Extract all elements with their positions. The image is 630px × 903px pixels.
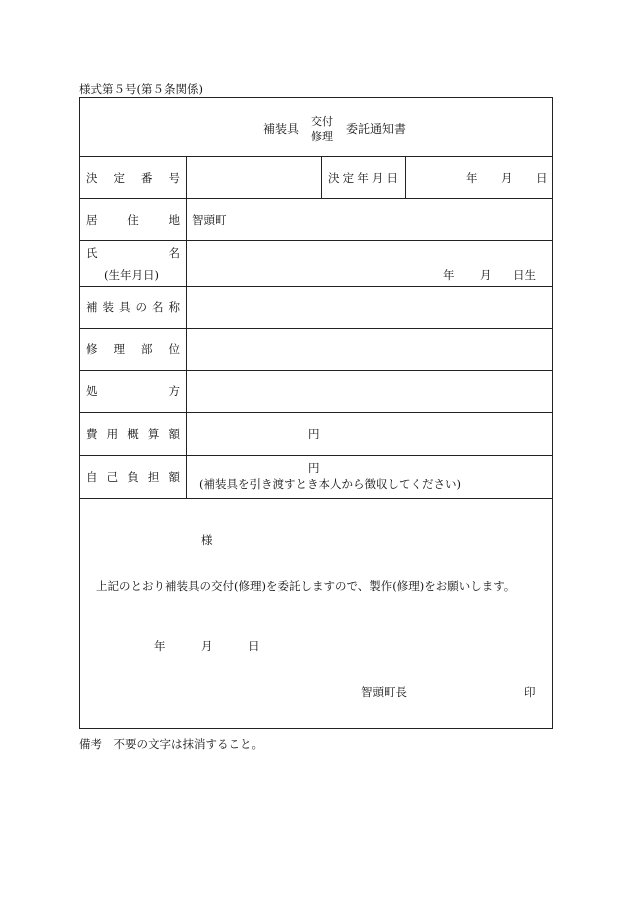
address-label: 居 住 地 bbox=[86, 213, 180, 227]
self-pay-note: (補装具を引き渡すとき本人から徴収してください) bbox=[199, 477, 461, 491]
decision-date-label: 決 定 年 月 日 bbox=[328, 171, 398, 185]
title-prefix: 補装具 bbox=[263, 122, 300, 136]
estimated-cost-unit: 円 bbox=[308, 427, 320, 441]
prescription-label: 処 方 bbox=[86, 384, 180, 398]
title-option-issue: 交付 bbox=[311, 115, 333, 128]
name-label: 氏 名 bbox=[86, 246, 180, 260]
title-suffix: 委託通知書 bbox=[346, 122, 407, 136]
birth-month: 月 bbox=[480, 268, 492, 282]
seal-mark: 印 bbox=[524, 685, 536, 699]
notice-body: 上記のとおり補装具の交付(修理)を委託しますので、製作(修理)をお願いします。 bbox=[96, 579, 516, 593]
birth-year: 年 bbox=[443, 268, 455, 282]
birth-date-label: (生年月日) bbox=[104, 268, 159, 282]
decision-date-month: 月 bbox=[501, 171, 513, 185]
notice-date-year: 年 bbox=[154, 639, 166, 653]
decision-number-label: 決 定 番 号 bbox=[86, 171, 180, 185]
title-option-repair: 修理 bbox=[311, 130, 333, 143]
birth-day: 日生 bbox=[513, 268, 536, 282]
repair-part-label: 修 理 部 位 bbox=[86, 342, 180, 356]
estimated-cost-label: 費 用 概 算 額 bbox=[86, 427, 180, 441]
device-name-label: 補 装 具 の 名 称 bbox=[86, 300, 180, 314]
notice-date-day: 日 bbox=[248, 639, 260, 653]
issuer-name: 智頭町長 bbox=[361, 685, 407, 699]
form-label: 様式第５号(第５条関係) bbox=[79, 82, 203, 96]
self-pay-label: 自 己 負 担 額 bbox=[86, 470, 180, 484]
self-pay-unit: 円 bbox=[308, 461, 320, 475]
addressee-honorific: 様 bbox=[201, 533, 213, 547]
decision-date-day: 日 bbox=[536, 171, 548, 185]
address-value: 智頭町 bbox=[192, 213, 227, 227]
footnote: 備考 不要の文字は抹消すること。 bbox=[79, 737, 263, 751]
notice-date-month: 月 bbox=[201, 639, 213, 653]
decision-date-year: 年 bbox=[466, 171, 478, 185]
